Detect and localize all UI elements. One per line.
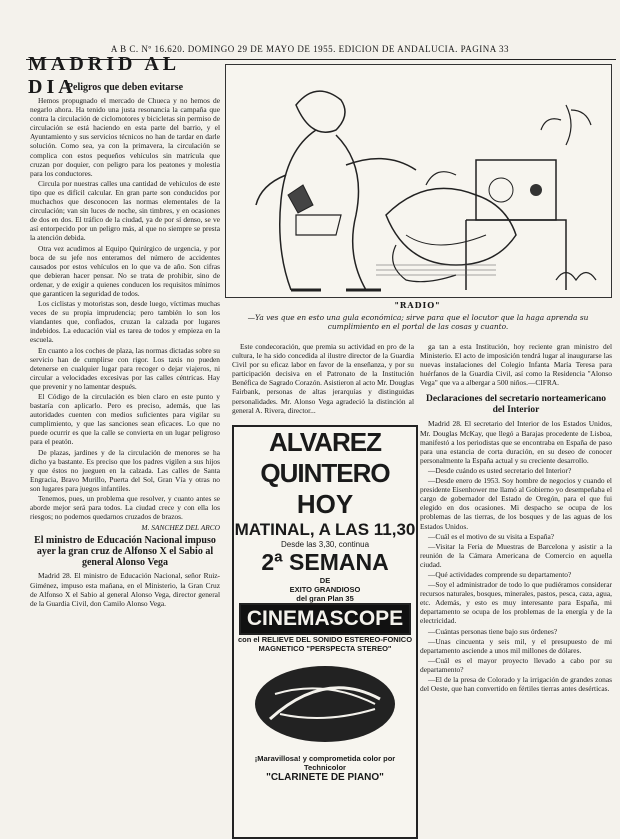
section-title: MADRID AL DIA	[28, 53, 180, 98]
article4-paragraph: —Soy el administrador de todo lo que pudiéramos considerar recursos naturales, bosques, minerales, pastos, pesca, caza, agua, etc. Además, y esto es muy interesante para España, mi departamento se ocupa de los problemas de la energía y de la electricidad.	[420, 580, 612, 626]
article4-paragraph: —Qué actividades comprende su departamento?	[428, 569, 572, 579]
ad-foot-note: ¡Maravillosa! y comprometida color por Technicolor	[254, 754, 396, 772]
article4-paragraph: —Desde cuándo es usted secretario del Interior?	[428, 465, 572, 475]
film-title-logo	[250, 659, 400, 749]
article4-intro: ga tan a esta Institución, hoy reciente gran ministro del Ministerio. El acto de imposición tendrá lugar al inaugurarse las nuevas instalaciones del Colegio Infanta María Teresa para huérfanos de la Guardia Civil, así como la Residencia "Alonso Vega" que va a albergar a 500 niños.—CIFRA.	[420, 342, 612, 388]
article4-paragraph: —Visitar la Feria de Muestras de Barcelona y asistir a la reunión de la Cámara Americana de Comercio en aquella ciudad.	[420, 541, 612, 569]
ad-matinal: MATINAL, A LAS 11,30	[234, 520, 416, 539]
article1-byline: M. SANCHEZ DEL ARCO	[141, 523, 220, 533]
left-column	[30, 80, 220, 835]
article1-paragraph: Los ciclistas y motoristas son, desde luego, víctimas muchas veces de su propia imprudencia; pero también lo son los viandantes que, confiados, cruzan la calzada por lugares indebidos. La educación vial es tarea de todos y empieza en la escuela.	[30, 299, 220, 345]
ad-cinema-name: ALVAREZ QUINTERO	[260, 427, 390, 488]
middle-column-text	[232, 342, 414, 420]
ad-semana: 2ª SEMANA	[261, 549, 389, 575]
article1-paragraph: Circula por nuestras calles una cantidad de vehículos de este tipo que es difícil calcular. En gran parte son conducidos por muchachos que desconocen las normas elementales de la circulación; van sin luces de noche, sin timbres, y en ocasiones de dos en dos. El tráfico de la ciudad, ya de por sí denso, se ve así entorpecido por un peligro más, al que no siempre se presta la atención debida.	[30, 178, 220, 243]
article1-headline: Peligros que deben evitarse	[66, 82, 184, 93]
article4-paragraph: Madrid 28. El secretario del Interior de los Estados Unidos, Mr. Douglas McKay, que llegó a Barajas procedente de Lisboa, manifestó a los periodistas que se encontraba en España de paso para una estancia de corta duración, en su deseo de conocer personalmente la España actual y su creciente desarrollo.	[420, 419, 612, 465]
cartoon-title: "RADIO"	[394, 300, 441, 310]
ad-foot-title: "CLARINETE DE PIANO"	[266, 772, 384, 783]
article1-paragraph: En cuanto a los coches de plaza, las normas dictadas sobre su servicio han de cumplirse con rigor. Los taxis no pueden detenerse en cualquier lugar para recoger o dejar viajeros, ni circular a velocidades excesivas por las calles céntricas. Hay que prevenir y no lamentar después.	[30, 345, 220, 391]
right-column	[420, 342, 612, 835]
cartoon-drawing	[226, 65, 611, 297]
article4-paragraph: —El de la presa de Colorado y la irrigación de grandes zonas del Oeste, que han convertido en fértiles tierras antes desérticas.	[420, 675, 612, 694]
article2-headline: El ministro de Educación Nacional impuso ayer la gran cruz de Alfonso X el Sabio al general Alonso Vega	[34, 535, 216, 569]
article4-paragraph: —Cuál es el motivo de su visita a España?	[428, 531, 555, 541]
cartoon-illustration	[225, 64, 612, 298]
cartoon-caption: —Ya ves que en esto una gula económica; sirve para que el locutor que la haga aprenda su cumplimiento en el portal de las cosas y cuanto.	[247, 313, 589, 331]
article4-paragraph: —Cuántas personas tiene bajo sus órdenes?	[428, 626, 558, 636]
ad-desde: Desde las 3,30, continua	[280, 540, 370, 549]
article1-paragraph: Otra vez acudimos al Equipo Quirúrgico de urgencia, y por boca de su jefe nos enteramos del número de accidentes causados por estos vehículos en lo que va de año. Son cifras que debieran hacer pensar. No se trata de prohibir, sino de ordenar, y de exigir a quienes conducen los requisitos mínimos que garanticen la seguridad de todos.	[30, 243, 220, 298]
ad-relieve: con el RELIEVE DEL SONIDO ESTEREO-FONICO MAGNETICO "PERSPECTA STEREO"	[237, 635, 413, 653]
ad-de: DE	[319, 576, 331, 585]
article1-paragraph: El Código de la circulación es bien claro en este punto y bastaría con aplicarlo. Pero es preciso, además, que las autoridades cuenten con medios suficientes para vigilar su cumplimiento, y que las sanciones sean eficaces. Lo que no puede ocurrir es que la calle se convierta en un lugar peligroso para el peatón.	[30, 392, 220, 447]
page-masthead: A B C. Nº 16.620. DOMINGO 29 DE MAYO DE 1955. EDICION DE ANDALUCIA. PAGINA 33	[110, 44, 510, 54]
article4-paragraph: —Desde enero de 1953. Soy hombre de negocios y cuando el presidente Eisenhower me llamó al Gobierno yo desempeñaba el cargo de gobernador del Estado de Oregón, para el que fui elegido en dos ocasiones. Mi despacho se ocupa de los problemas de las tierras, de los bosques y de las aguas de los Estados Unidos.	[420, 476, 612, 531]
ad-hoy: HOY	[296, 489, 354, 519]
article3-paragraph: Este condecoración, que premia su actividad en pro de la cultura, le ha sido concedida al ilustre director de la Guardia Civil por su eficaz labor en favor de la enseñanza, y por su participación decisiva en el Patronato de la Institución Benéfica de Sagrado Corazón. Asistieron al acto Mr. Douglas Fairbank, personas de altas jerarquías y distinguidas personalidades. Mr. Alonso Vega agradeció la distinción al general A. Rivera, director...	[232, 342, 414, 415]
article1-paragraph: Hemos propugnado el mercado de Chueca y no hemos de negarlo ahora. Ha tenido una justa resonancia la campaña que contra la circulación de ciclomotores y bicicletas sin permiso de circulación se está haciendo en esta parte del barrio, y el Ayuntamiento y sus servicios técnicos no han de tardar en darle solución. Como sea, ya con la primavera, la circulación se complica con estos pequeños vehículos sin matrícula que cruzan por doquier, con peligro para los peatones y molestia para los conductores.	[30, 96, 220, 178]
article4-headline: Declaraciones del secretario norteamericano del Interior	[426, 394, 606, 416]
cinema-advertisement	[232, 425, 418, 839]
ad-exito: EXITO GRANDIOSO	[289, 585, 361, 594]
article4-paragraph: —Cuál es el mayor proyecto llevado a cabo por su departamento?	[420, 655, 612, 674]
article2-paragraph: Madrid 28. El ministro de Educación Nacional, señor Ruiz-Giménez, impuso esta mañana, en el Ministerio, la Gran Cruz de Alfonso X el Sabio al general Alonso Vega, director general de la Guardia Civil, don Camilo Alonso Vega.	[30, 571, 220, 608]
ad-precio: del gran Plan 35	[296, 594, 354, 603]
ad-cinemascope: CINEMASCOPE	[239, 603, 411, 635]
article1-paragraph: De plazas, jardines y de la circulación de menores se ha dicho ya bastante. Es preciso que los padres vigilen a sus hijos y que éstos no jueguen en la calzada. Las calles de Santa Engracia, Bravo Murillo, Puerta del Sol, Gran Vía y otras no son lugares para juegos infantiles.	[30, 447, 220, 493]
article1-paragraph: Tenemos, pues, un problema que resolver, y cuanto antes se aborde mejor será para todos. La ciudad crece y con ella los riesgos; no podemos quedarnos cruzados de brazos.	[30, 494, 220, 522]
article4-paragraph: —Unas cincuenta y seis mil, y el presupuesto de mi departamento asciende a unos mil millones de dólares.	[420, 636, 612, 655]
